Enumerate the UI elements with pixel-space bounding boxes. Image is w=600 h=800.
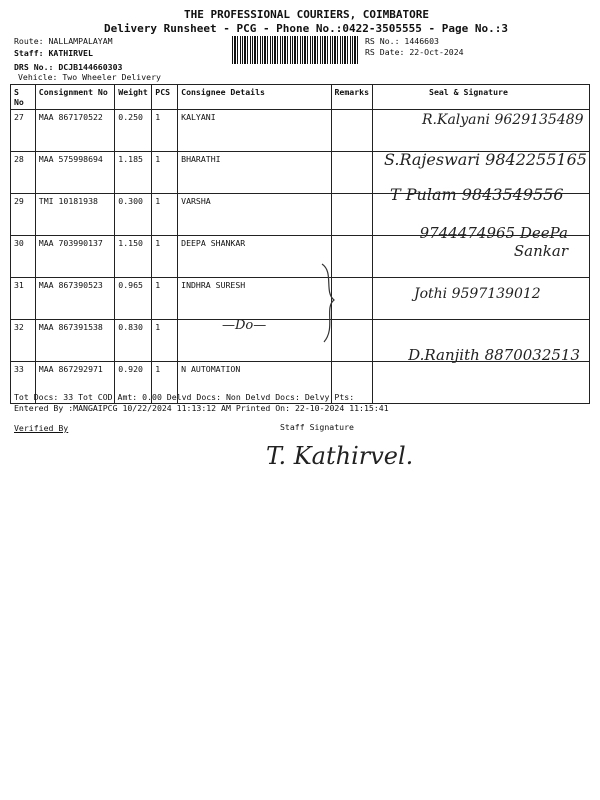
signature-handwriting: 9744474965 DeePa Sankar [419,224,568,260]
row-consignment: MAA 703990137 [35,236,115,278]
row-sno: 29 [11,194,36,236]
row-pcs: 1 [152,236,178,278]
row-consignee: N AUTOMATION [178,362,331,404]
row-remarks [331,194,373,236]
row-consignee: INDHRA SURESH [178,278,331,320]
row-sno: 33 [11,362,36,404]
row-consignee: VARSHA [178,194,331,236]
row-weight: 0.965 [115,278,152,320]
row-consignment: MAA 867292971 [35,362,115,404]
signature-handwriting: D.Ranjith 8870032513 [408,346,580,364]
row-pcs: 1 [152,194,178,236]
col-consignment: Consignment No [35,85,115,110]
col-sno: S No [11,85,36,110]
row-remarks [331,152,373,194]
row-remarks [331,110,373,152]
row-pcs: 1 [152,362,178,404]
row-signature [373,362,590,404]
signature-handwriting: Jothi 9597139012 [414,286,541,302]
row-consignee: BHARATHI [178,152,331,194]
drs-number: DRS No.: DCJB144660303 [14,62,123,72]
barcode [232,36,358,64]
verified-by-label: Verified By [14,423,69,433]
vehicle: Vehicle: Two Wheeler Delivery [18,72,161,82]
row-sno: 31 [11,278,36,320]
row-sno: 32 [11,320,36,362]
row-consignment: MAA 575998694 [35,152,115,194]
col-signature: Seal & Signature [373,85,590,110]
row-consignee: KALYANI [178,110,331,152]
row-weight: 1.185 [115,152,152,194]
signature-handwriting: S.Rajeswari 9842255165 [384,150,587,169]
staff-signature-label: Staff Signature [280,422,354,432]
company-name: THE PROFESSIONAL COURIERS, COIMBATORE [184,8,430,21]
row-weight: 0.920 [115,362,152,404]
rs-number: RS No.: 1446603 [365,36,439,46]
col-remarks: Remarks [331,85,373,110]
row-weight: 0.250 [115,110,152,152]
row-consignment: MAA 867170522 [35,110,115,152]
bracket-scribble [316,262,346,344]
row-pcs: 1 [152,278,178,320]
row-sno: 30 [11,236,36,278]
row-consignee: DEEPA SHANKAR [178,236,331,278]
col-pcs: PCS [152,85,178,110]
row-sno: 28 [11,152,36,194]
staff-signature: T. Kathirvel. [266,442,414,470]
table-header-row [11,85,590,110]
col-weight: Weight [115,85,152,110]
signature-handwriting: T Pulam 9843549556 [390,185,564,204]
row-pcs: 1 [152,152,178,194]
totals-line: Tot Docs: 33 Tot COD Amt: 0.00 Delvd Docs: Non Delvd Docs: Delvy Pts: [14,392,355,402]
row-consignment: MAA 867390523 [35,278,115,320]
rs-date: RS Date: 22-Oct-2024 [365,47,464,57]
entered-by: Entered By :MANGAIPCG 10/22/2024 11:13:12 AM Printed On: 22-10-2024 11:15:41 [14,403,389,413]
row-consignment: MAA 867391538 [35,320,115,362]
row-weight: 1.150 [115,236,152,278]
staff-name: Staff: KATHIRVEL [14,48,93,58]
col-consignee: Consignee Details [178,85,331,110]
row-weight: 0.830 [115,320,152,362]
row-consignment: TMI 10181938 [35,194,115,236]
row-weight: 0.300 [115,194,152,236]
runsheet-title: Delivery Runsheet - PCG - Phone No.:0422-3505555 - Page No.:3 [104,22,508,35]
signature-handwriting: R.Kalyani 9629135489 [422,112,584,128]
row-pcs: 1 [152,320,178,362]
route: Route: NALLAMPALAYAM [14,36,113,46]
ditto-mark: —Do— [222,318,267,333]
row-sno: 27 [11,110,36,152]
row-pcs: 1 [152,110,178,152]
